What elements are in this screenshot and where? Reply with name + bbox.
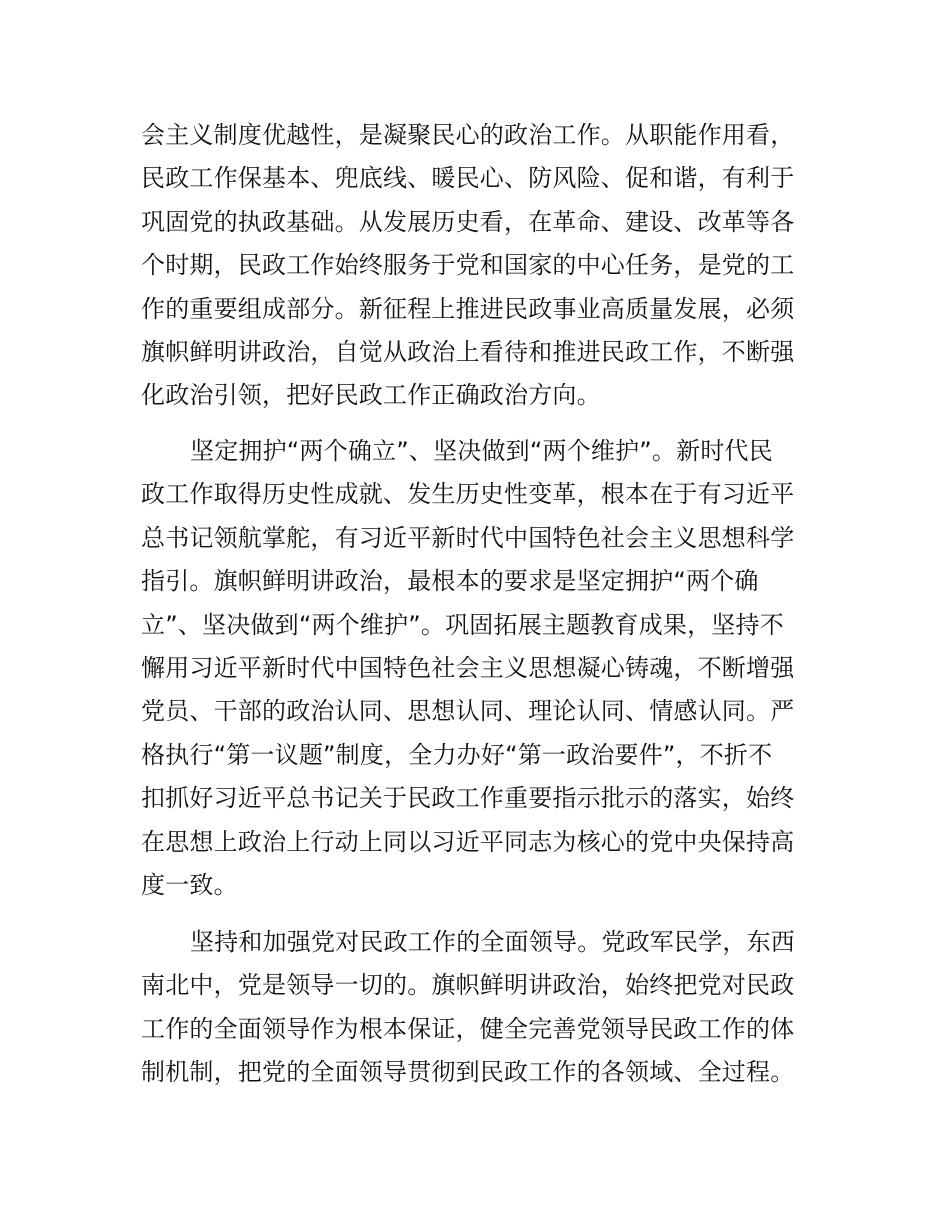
paragraph-line: 化政治引领，把好民政工作正确政治方向。 bbox=[141, 381, 601, 410]
paragraph-1 bbox=[141, 114, 816, 418]
paragraph-line: 总书记领航掌舵，有习近平新时代中国特色社会主义思想科学 bbox=[141, 523, 795, 552]
paragraph-3 bbox=[141, 921, 816, 1095]
paragraph-line: 南北中，党是领导一切的。旗帜鲜明讲政治，始终把党对民政 bbox=[141, 971, 795, 1000]
paragraph-line: 工作的全面领导作为根本保证，健全完善党领导民政工作的体 bbox=[141, 1014, 795, 1043]
paragraph-line: 政工作取得历史性成就、发生历史性变革，根本在于有习近平 bbox=[141, 480, 795, 509]
paragraph-line: 个时期，民政工作始终服务于党和国家的中心任务，是党的工 bbox=[141, 251, 795, 280]
paragraph-line: 制机制，把党的全面领导贯彻到民政工作的各领域、全过程。 bbox=[141, 1058, 795, 1087]
paragraph-line: 指引。旗帜鲜明讲政治，最根本的要求是坚定拥护“两个确 bbox=[141, 567, 759, 596]
paragraph-line: 在思想上政治上行动上同以习近平同志为核心的党中央保持高 bbox=[141, 827, 795, 856]
paragraph-line: 坚定拥护“两个确立”、坚决做到“两个维护”。新时代民 bbox=[190, 437, 773, 465]
paragraph-2 bbox=[141, 430, 816, 907]
paragraph-line: 党员、干部的政治认同、思想认同、理论认同、情感认同。严 bbox=[141, 697, 795, 726]
paragraph-line: 立”、坚决做到“两个维护”。巩固拓展主题教育成果，坚持不 bbox=[141, 610, 784, 639]
paragraph-line: 作的重要组成部分。新征程上推进民政事业高质量发展，必须 bbox=[141, 294, 795, 323]
paragraph-line: 坚持和加强党对民政工作的全面领导。党政军民学，东西 bbox=[190, 928, 795, 956]
paragraph-line: 扣抓好习近平总书记关于民政工作重要指示批示的落实，始终 bbox=[141, 784, 795, 813]
paragraph-line: 旗帜鲜明讲政治，自觉从政治上看待和推进民政工作，不断强 bbox=[141, 337, 795, 366]
paragraph-line: 度一致。 bbox=[141, 870, 238, 899]
paragraph-line: 格执行“第一议题”制度，全力办好“第一政治要件”，不折不 bbox=[141, 740, 773, 769]
paragraph-line: 懈用习近平新时代中国特色社会主义思想凝心铸魂，不断增强 bbox=[141, 653, 795, 682]
paragraph-line: 民政工作保基本、兜底线、暖民心、防风险、促和谐，有利于 bbox=[141, 164, 795, 193]
paragraph-line: 会主义制度优越性，是凝聚民心的政治工作。从职能作用看， bbox=[141, 121, 795, 149]
paragraph-line: 巩固党的执政基础。从发展历史看，在革命、建设、改革等各 bbox=[141, 207, 795, 236]
